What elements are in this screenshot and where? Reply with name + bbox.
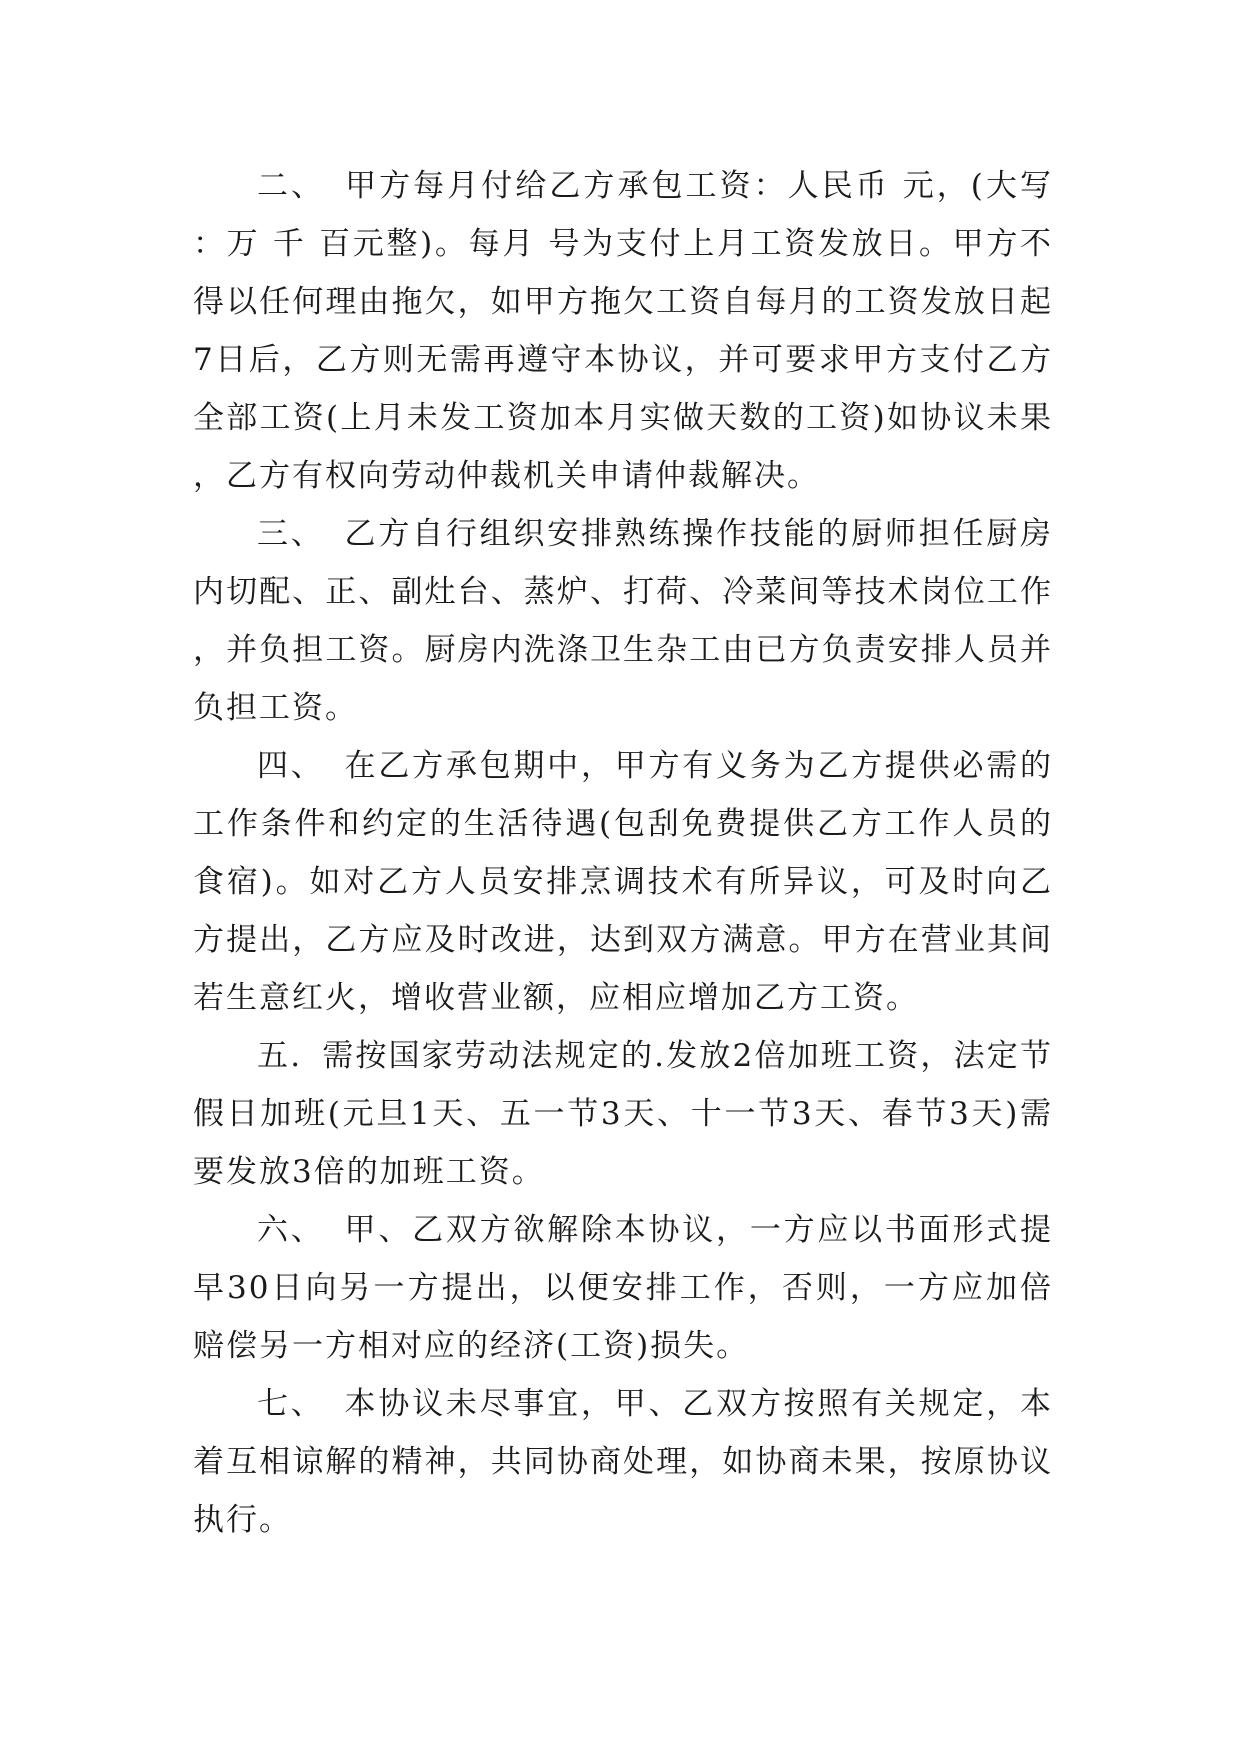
clause-7: [193, 1375, 1053, 1549]
clause-text: 甲方每月付给乙方承包工资：人民币 元，(大写：万 千 百元整)。每月 号为支付上月工资发放日。甲方不得以任何理由拖欠，如甲方拖欠工资自每月的工资发放日起7日后，乙方则无需再遵守本协议，并可要求甲方支付乙方全部工资(上月未发工资加本月实做天数的工资)如协议未果，乙方有权向劳动仲裁机关申请仲裁解决。: [193, 168, 1053, 494]
clause-text: 在乙方承包期中，甲方有义务为乙方提供必需的工作条件和约定的生活待遇(包刮免费提供乙方工作人员的食宿)。如对乙方人员安排烹调技术有所异议，可及时向乙方提出，乙方应及时改进，达到双方满意。甲方在营业其间若生意红火，增收营业额，应相应增加乙方工资。: [193, 748, 1053, 1016]
clause-text: 本协议未尽事宜，甲、乙双方按照有关规定，本着互相谅解的精神，共同协商处理，如协商未果，按原协议执行。: [193, 1386, 1053, 1538]
clause-5: [193, 1027, 1053, 1201]
clause-2: [193, 157, 1053, 505]
clause-6: [193, 1201, 1053, 1375]
clause-text: 乙方自行组织安排熟练操作技能的厨师担任厨房内切配、正、副灶台、蒸炉、打荷、冷菜间等技术岗位工作，并负担工资。厨房内洗涤卫生杂工由已方负责安排人员并负担工资。: [193, 516, 1053, 726]
clause-number: 三、: [257, 516, 325, 552]
clause-number: 四、: [257, 748, 325, 784]
clause-4: [193, 737, 1053, 1027]
clause-number: 六、: [257, 1212, 325, 1248]
document-body: [193, 157, 1053, 1549]
clause-text: 甲、乙双方欲解除本协议，一方应以书面形式提早30日向另一方提出，以便安排工作，否则，一方应加倍赔偿另一方相对应的经济(工资)损失。: [193, 1212, 1053, 1364]
clause-number: 七、: [257, 1386, 325, 1422]
clause-text: 需按国家劳动法规定的.发放2倍加班工资，法定节假日加班(元旦1天、五一节3天、十一节3天、春节3天)需要发放3倍的加班工资。: [193, 1038, 1053, 1190]
clause-number: 二、: [257, 168, 326, 204]
clause-3: [193, 505, 1053, 737]
clause-number: 五.: [257, 1038, 303, 1074]
